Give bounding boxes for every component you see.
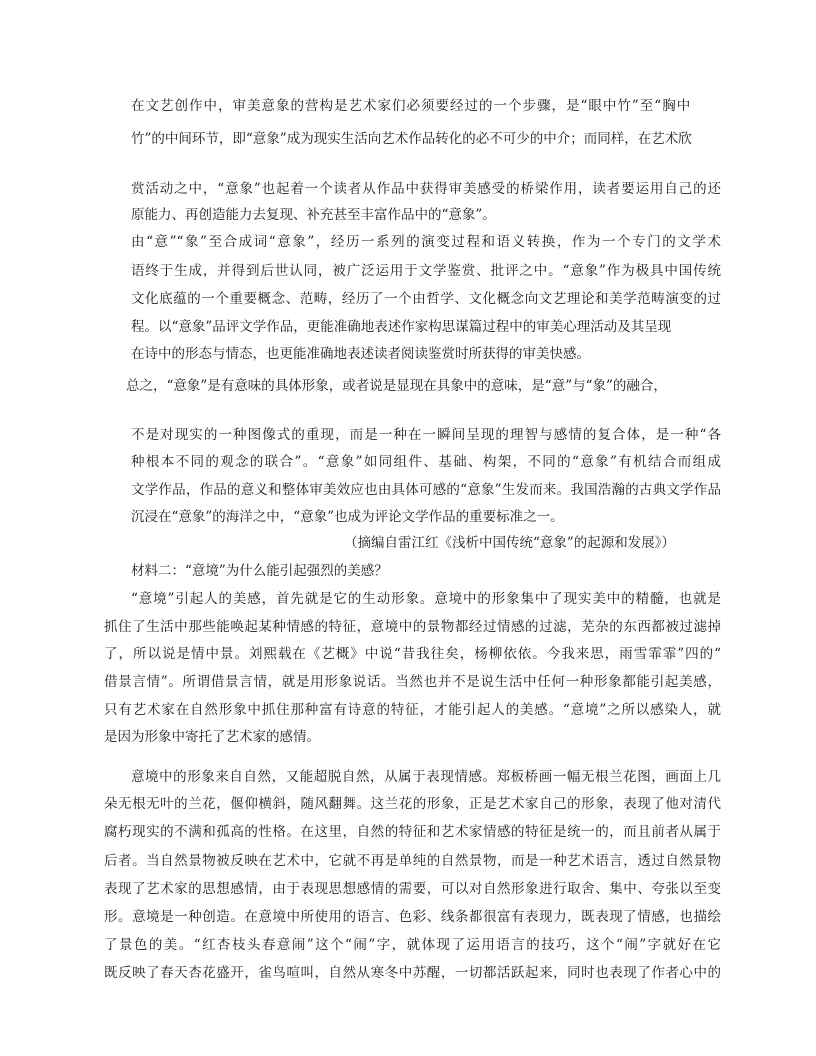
text-line: 了景色的美。“红杏枝头春意闹”这个“闹”字，就体现了运用语言的技巧，这个“闹”字就好在它 — [104, 937, 721, 953]
text-line: 赏活动之中，“意象”也起着一个读者从作品中获得审美感受的桥梁作用，读者要运用自己的还 — [131, 181, 721, 197]
text-line: 只有艺术家在自然形象中抓住那种富有诗意的特征，才能引起人的美感。“意境”之所以感染人，就 — [104, 702, 721, 718]
text-line: 总之，“意象”是有意味的具体形象，或者说是显现在具象中的意味，是“意”与“象”的融合， — [126, 378, 667, 394]
text-line: 沉浸在“意象”的海洋之中，“意象”也成为评论文学作品的重要标准之一。 — [131, 509, 564, 525]
text-line: 种根本不同的观念的联合”。“意象”如同组件、基础、构架，不同的“意象”有机结合而组成 — [131, 454, 721, 470]
text-line: 在文艺创作中，审美意象的营构是艺术家们必须要经过的一个步骤，是“眼中竹”至“胸中 — [131, 98, 692, 114]
text-line: 了，所以说是情中景。刘熙载在《艺概》中说“昔我往矣，杨柳依依。今我来思，雨雪霏霏”四的“ — [104, 646, 721, 662]
text-line: 程。以“意象”品评文学作品，更能准确地表述作家构思谋篇过程中的审美心理活动及其呈现 — [131, 319, 672, 335]
text-line: 由“意”“象”至合成词“意象”，经历一系列的演变过程和语义转换，作为一个专门的文学术 — [131, 234, 721, 250]
text-line: 表现了艺术家的思想感情，由于表现思想感情的需要，可以对自然形象进行取舍、集中、夸张以至变 — [104, 881, 721, 897]
source-citation: （摘编自雷江红《浅析中国传统“意象”的起源和发展》） — [344, 535, 676, 551]
text-line: 不是对现实的一种图像式的重现，而是一种在一瞬间呈现的理智与感情的复合体，是一种“各 — [131, 427, 721, 443]
text-line: 形。意境是一种创造。在意境中所使用的语言、色彩、线条都很富有表现力，既表现了情感，也描绘 — [104, 909, 721, 925]
text-line: 在诗中的形态与情态，也更能准确地表述读者阅读鉴赏时所获得的审美快感。 — [131, 346, 590, 362]
text-line: 竹”的中间环节，即“意象”成为现实生活向艺术作品转化的必不可少的中介；而同样，在艺术欣 — [131, 131, 692, 147]
text-line: 文化底蕴的一个重要概念、范畴，经历了一个由哲学、文化概念向文艺理论和美学范畴演变的过 — [131, 291, 721, 307]
text-line: 意境中的形象来自自然，又能超脱自然，从属于表现情感。郑板桥画一幅无根兰花图，画面上几 — [131, 769, 721, 785]
section-heading: 材料二：“意境”为什么能引起强烈的美感？ — [131, 563, 388, 579]
text-line: 朵无根无叶的兰花，偃仰横斜，随风翻舞。这兰花的形象，正是艺术家自己的形象，表现了他对清代 — [104, 796, 721, 812]
text-line: 腐朽现实的不满和孤高的性格。在这里，自然的特征和艺术家情感的特征是统一的，而且前者从属于 — [104, 824, 721, 840]
text-line: 既反映了春天杏花盛开，雀鸟喧叫，自然从寒冬中苏醒，一切都活跃起来，同时也表现了作者心中的 — [104, 965, 721, 981]
text-line: “意境”引起人的美感，首先就是它的生动形象。意境中的形象集中了现实美中的精髓，也就是 — [131, 591, 721, 607]
text-line: 文学作品，作品的意义和整体审美效应也由具体可感的“意象”生发而来。我国浩瀚的古典文学作品 — [131, 482, 721, 498]
text-line: 是因为形象中寄托了艺术家的感情。 — [104, 729, 320, 745]
text-line: 原能力、再创造能力去复现、补充甚至丰富作品中的“意象”。 — [131, 207, 496, 223]
text-line: 语终于生成，并得到后世认同，被广泛运用于文学鉴赏、批评之中。“意象”作为极具中国传统 — [131, 263, 721, 279]
text-line: 后者。当自然景物被反映在艺术中，它就不再是单纯的自然景物，而是一种艺术语言，透过自然景物 — [104, 853, 721, 869]
text-line: 借景言情”。所谓借景言情，就是用形象说话。当然也并不是说生活中任何一种形象都能引起美感， — [104, 674, 721, 690]
text-line: 抓住了生活中那些能唤起某种情感的特征，意境中的景物都经过情感的过滤，芜杂的东西都被过滤掉 — [104, 619, 721, 635]
